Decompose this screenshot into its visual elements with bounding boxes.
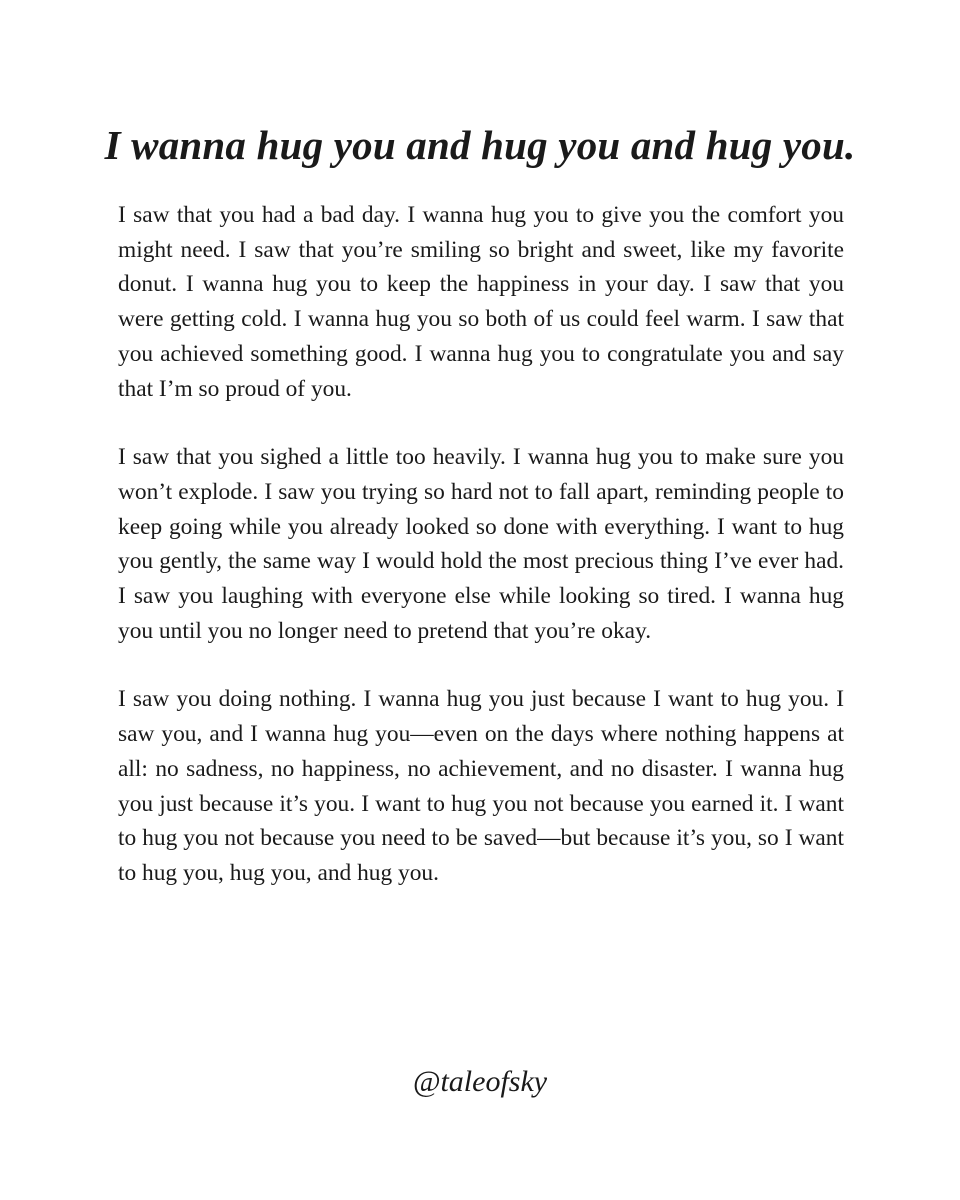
paragraph-3: I saw you doing nothing. I wanna hug you just because I want to hug you. I saw you, and I wanna hug you—even on the days where nothing happens at all: no sadness, no happiness, no achievement, and no disaster. I wanna hug you just because it’s you. I want to hug you not because you earned it. I want to hug you not because you need to be saved—but because it’s you, so I want to hug you, hug you, and hug you. <box>118 686 844 886</box>
poem-body <box>118 198 844 925</box>
author-handle: @taleofsky <box>412 1065 548 1098</box>
paragraph-2: I saw that you sighed a little too heavily. I wanna hug you to make sure you won’t explode. I saw you trying so hard not to fall apart, reminding people to keep going while you already looked so done with everything. I want to hug you gently, the same way I would hold the most precious thing I’ve ever had. I saw you laughing with everyone else while looking so tired. I wanna hug you until you no longer need to pretend that you’re okay. <box>118 444 844 644</box>
paragraph-1: I saw that you had a bad day. I wanna hug you to give you the comfort you might need. I saw that you’re smiling so bright and sweet, like my favorite donut. I wanna hug you to keep the happiness in your day. I saw that you were getting cold. I wanna hug you so both of us could feel warm. I saw that you achieved something good. I wanna hug you to congratulate you and say that I’m so proud of you. <box>118 202 844 402</box>
poem-title: I wanna hug you and hug you and hug you. <box>104 122 856 168</box>
